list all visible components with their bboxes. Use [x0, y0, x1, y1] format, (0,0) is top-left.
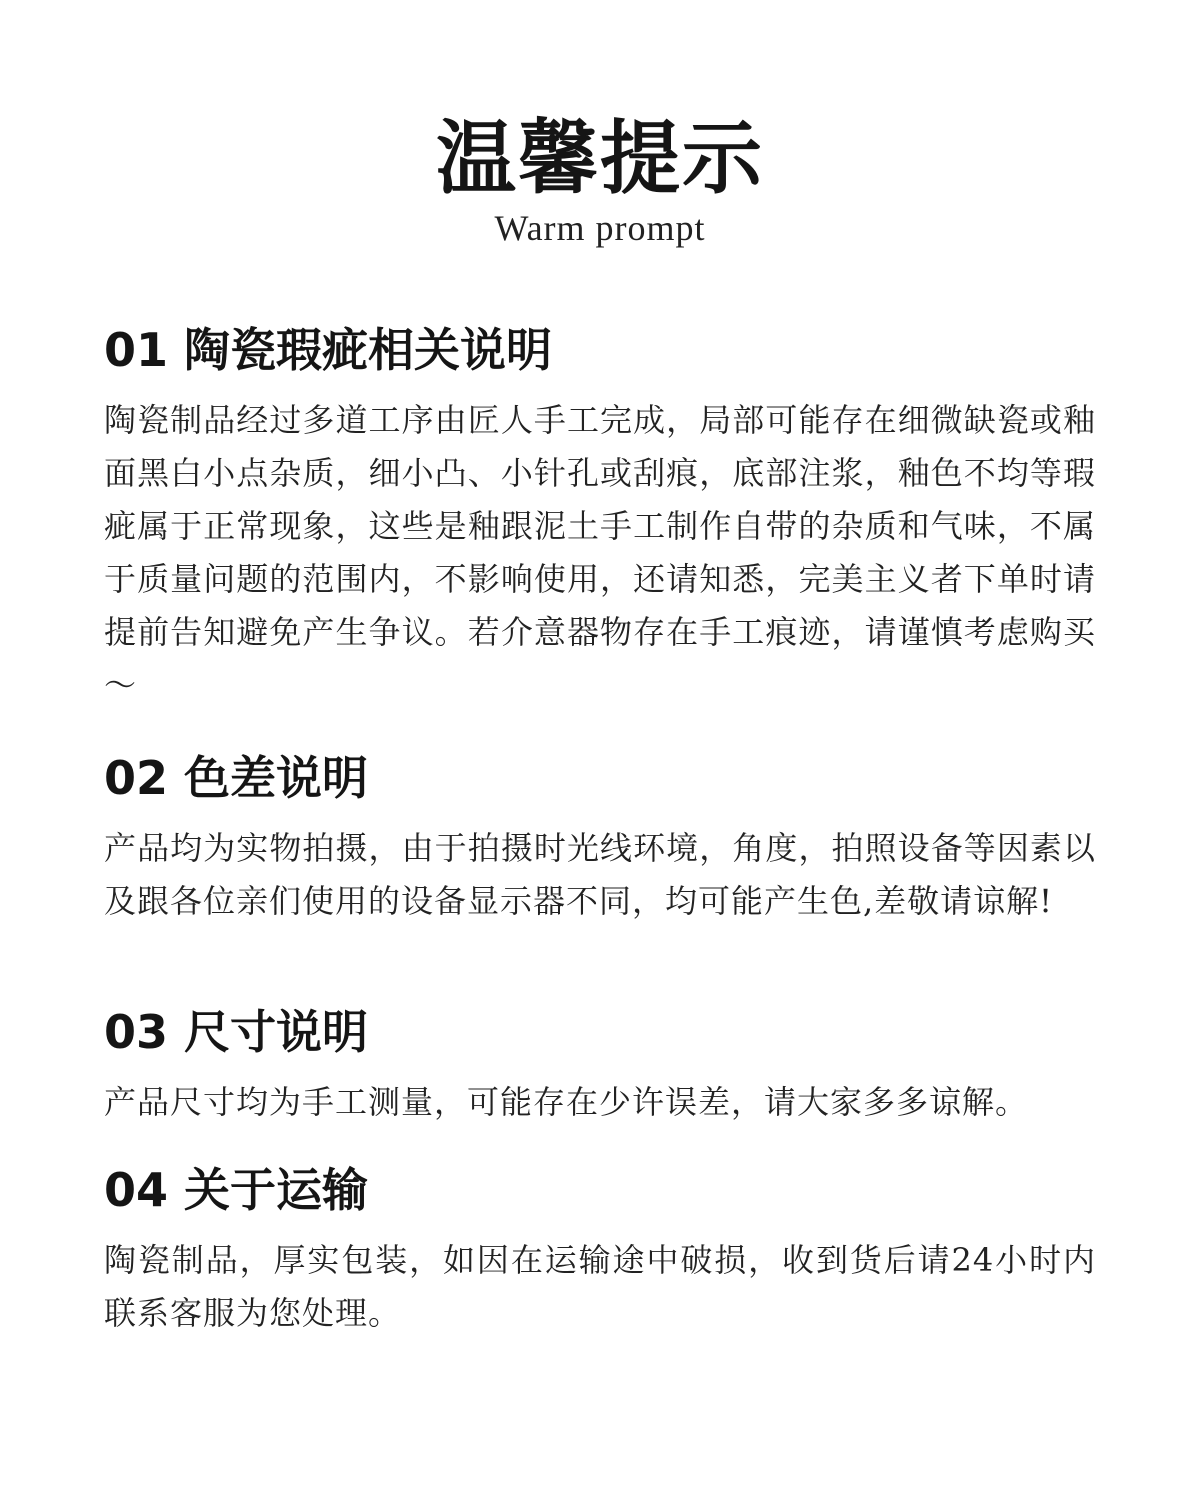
section-size	[104, 1004, 1096, 1129]
header	[0, 112, 1200, 248]
section-heading: 04 关于运输	[104, 1163, 369, 1217]
section-body: 陶瓷制品经过多道工序由匠人手工完成，局部可能存在细微缺瓷或釉面黑白小点杂质，细小凸、小针孔或刮痕，底部注浆，釉色不均等瑕疵属于正常现象，这些是釉跟泥土手工制作自带的杂质和气味，不属于质量问题的范围内，不影响使用，还请知悉，完美主义者下单时请提前告知避免产生争议。若介意器物存在手工痕迹，请谨慎考虑购买～	[104, 401, 1096, 704]
section-body: 产品尺寸均为手工测量，可能存在少许误差，请大家多多谅解。	[104, 1083, 1029, 1121]
page-subtitle: Warm prompt	[494, 208, 706, 248]
section-ceramic-flaws	[104, 322, 1096, 712]
section-heading: 03 尺寸说明	[104, 1005, 369, 1059]
section-heading: 02 色差说明	[104, 751, 369, 805]
page-title: 温馨提示	[436, 111, 764, 205]
section-shipping	[104, 1162, 1096, 1340]
section-heading: 01 陶瓷瑕疵相关说明	[104, 323, 553, 377]
section-body: 陶瓷制品，厚实包装，如因在运输途中破损，收到货后请24小时内联系客服为您处理。	[104, 1241, 1096, 1332]
section-body: 产品均为实物拍摄，由于拍摄时光线环境，角度，拍照设备等因素以及跟各位亲们使用的设备显示器不同，均可能产生色,差敬请谅解!	[104, 829, 1096, 920]
section-color-difference	[104, 750, 1096, 928]
